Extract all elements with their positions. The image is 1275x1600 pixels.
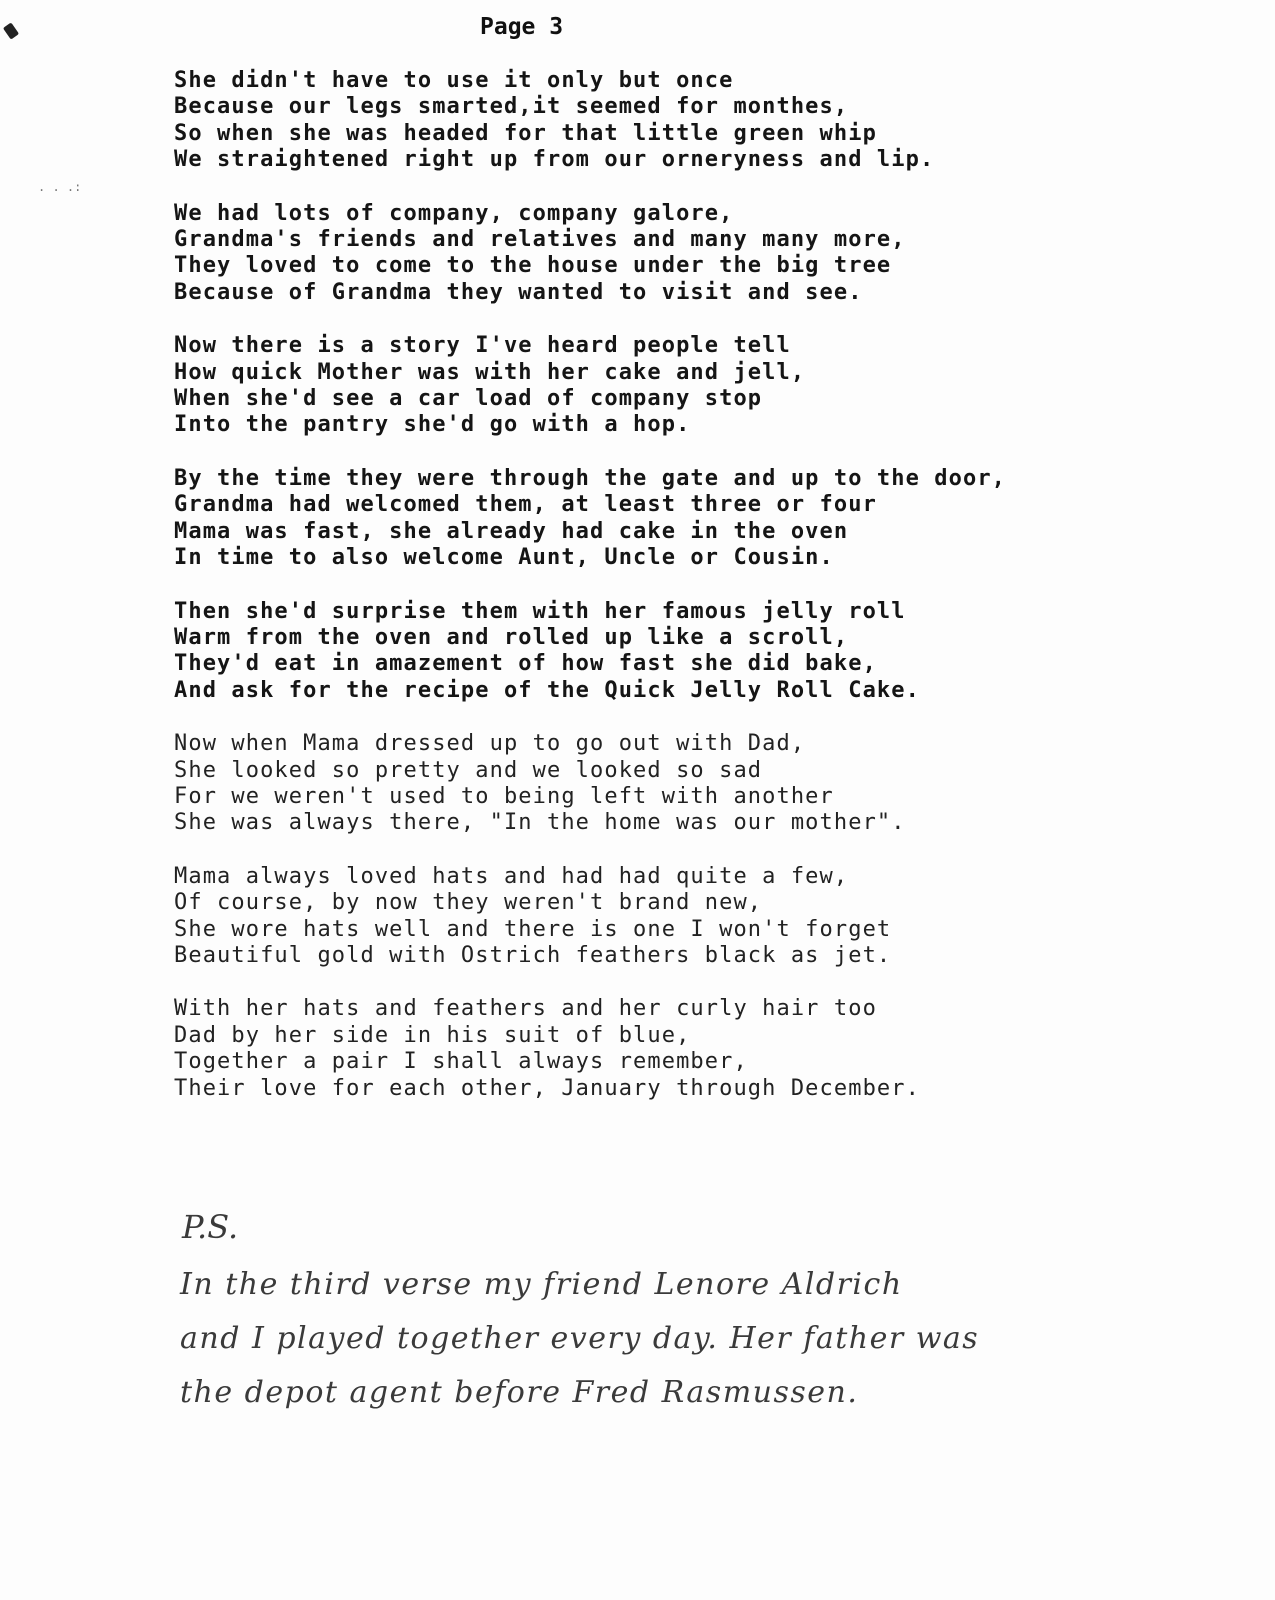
margin-ink-mark xyxy=(3,22,19,39)
poem-line: And ask for the recipe of the Quick Jelly Roll Cake. xyxy=(174,677,920,703)
poem-line: Warm from the oven and rolled up like a scroll, xyxy=(174,624,849,650)
postscript-line: the depot agent before Fred Rasmussen. xyxy=(180,1375,859,1410)
stanza xyxy=(174,68,1234,174)
poem-line: Mama always loved hats and had had quite a few, xyxy=(174,863,849,889)
poem-line: By the time they were through the gate and up to the door, xyxy=(174,465,1007,491)
poem-line: Dad by her side in his suit of blue, xyxy=(174,1022,691,1048)
poem-line: She didn't have to use it only but once xyxy=(174,68,734,93)
poem-line: Into the pantry she'd go with a hop. xyxy=(174,412,691,438)
handwritten-postscript xyxy=(180,1208,1220,1420)
stanza xyxy=(174,333,1234,439)
poem-line: We had lots of company, company galore, xyxy=(174,200,734,226)
page-number: Page 3 xyxy=(480,14,564,40)
margin-specks: . . .: xyxy=(38,180,82,194)
poem-line: In time to also welcome Aunt, Uncle or Cousin. xyxy=(174,545,834,571)
poem-line: Mama was fast, she already had cake in the oven xyxy=(174,518,849,544)
poem-line: Because our legs smarted,it seemed for monthes, xyxy=(174,94,849,120)
poem-line: Because of Grandma they wanted to visit and see. xyxy=(174,279,863,305)
poem-line: She looked so pretty and we looked so sad xyxy=(174,757,763,783)
poem-line: So when she was headed for that little green whip xyxy=(174,120,877,146)
poem-line: Grandma's friends and relatives and many many more, xyxy=(174,227,906,253)
poem-line: Beautiful gold with Ostrich feathers black as jet. xyxy=(174,942,892,968)
poem-line: We straightened right up from our orneryness and lip. xyxy=(174,147,935,173)
poem-line: With her hats and feathers and her curly hair too xyxy=(174,996,877,1022)
poem-line: Grandma had welcomed them, at least three or four xyxy=(174,492,877,518)
poem-line: She wore hats well and there is one I won't forget xyxy=(174,916,892,942)
poem-line: She was always there, "In the home was our mother". xyxy=(174,810,906,836)
poem-line: Now when Mama dressed up to go out with Dad, xyxy=(174,731,806,757)
stanza xyxy=(174,466,1234,572)
poem-line: For we weren't used to being left with another xyxy=(174,783,834,809)
poem-line: They'd eat in amazement of how fast she did bake, xyxy=(174,651,877,677)
stanza xyxy=(174,731,1234,837)
poem-line: How quick Mother was with her cake and jell, xyxy=(174,359,806,385)
poem-line: Now there is a story I've heard people tell xyxy=(174,333,791,359)
postscript-line: In the third verse my friend Lenore Aldrich xyxy=(180,1267,903,1302)
poem-line: They loved to come to the house under the big tree xyxy=(174,253,892,279)
poem-line: Together a pair I shall always remember, xyxy=(174,1049,748,1075)
poem-body xyxy=(174,68,1234,1129)
stanza xyxy=(174,599,1234,705)
poem-line: Their love for each other, January through December. xyxy=(174,1075,920,1101)
stanza xyxy=(174,201,1234,307)
poem-line: When she'd see a car load of company stop xyxy=(174,386,763,412)
stanza xyxy=(174,864,1234,970)
poem-line: Of course, by now they weren't brand new, xyxy=(174,890,763,916)
postscript-line: and I played together every day. Her father was xyxy=(180,1321,980,1356)
postscript-label: P.S. xyxy=(182,1208,239,1246)
stanza xyxy=(174,996,1234,1102)
poem-line: Then she'd surprise them with her famous jelly roll xyxy=(174,598,906,624)
